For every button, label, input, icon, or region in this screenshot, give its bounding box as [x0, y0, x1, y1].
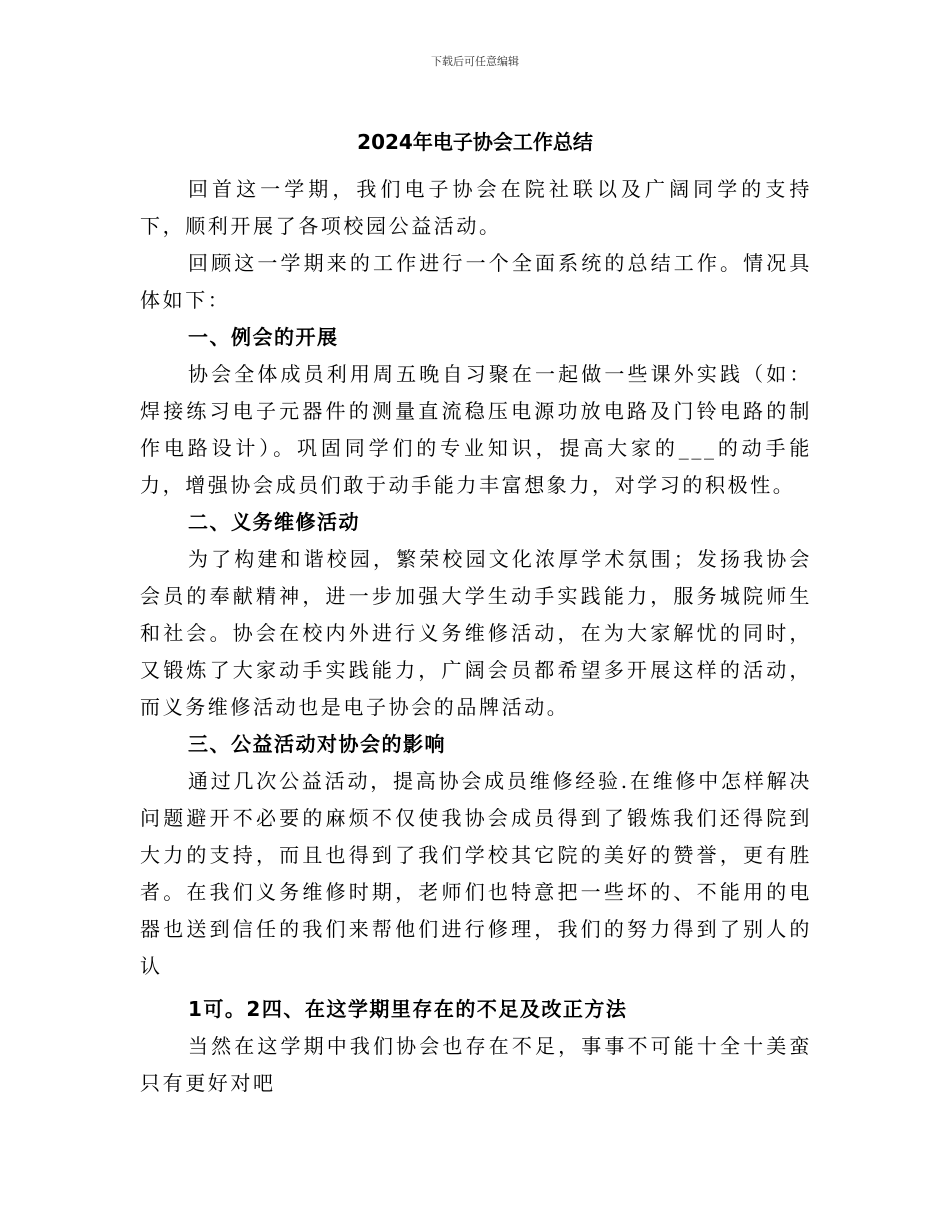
section-3-heading: 三、公益活动对协会的影响 — [188, 732, 446, 756]
section-2-heading: 二、义务维修活动 — [188, 510, 360, 534]
document-title: 2024年电子协会工作总结 — [357, 130, 593, 154]
intro-paragraph-2: 回顾这一学期来的工作进行一个全面系统的总结工作。情况具体如下： — [140, 251, 812, 312]
document-body — [140, 171, 812, 1102]
section-4-paragraph: 当然在这学期中我们协会也存在不足，事事不可能十全十美蛮只有更好对吧 — [140, 1034, 812, 1095]
section-2-paragraph: 为了构建和谐校园，繁荣校园文化浓厚学术氛围；发扬我协会会员的奉献精神，进一步加强大学生动手实践能力，服务城院师生和社会。协会在校内外进行义务维修活动，在为大家解忧的同时，又锻炼了大家动手实践能力，广阔会员都希望多开展这样的活动，而义务维修活动也是电子协会的品牌活动。 — [140, 547, 812, 719]
header-note: 下载后可任意编辑 — [431, 55, 519, 68]
intro-paragraph-1: 回首这一学期，我们电子协会在院社联以及广阔同学的支持下，顺利开展了各项校园公益活动。 — [140, 177, 812, 238]
section-1-paragraph: 协会全体成员利用周五晚自习聚在一起做一些课外实践（如：焊接练习电子元器件的测量直流稳压电源功放电路及门铃电路的制作电路设计）。巩固同学们的专业知识，提高大家的___的动手能力，增强协会成员们敢于动手能力丰富想象力，对学习的积极性。 — [140, 362, 812, 497]
section-1-heading: 一、例会的开展 — [188, 325, 339, 349]
section-4-heading: 1可。2四、在这学期里存在的不足及改正方法 — [188, 997, 628, 1021]
section-3-paragraph: 通过几次公益活动，提高协会成员维修经验.在维修中怎样解决问题避开不必要的麻烦不仅使我协会成员得到了锻炼我们还得院到大力的支持，而且也得到了我们学校其它院的美好的赞誉，更有胜者。在我们义务维修时期，老师们也特意把一些坏的、不能用的电器也送到信任的我们来帮他们进行修理，我们的努力得到了别人的认 — [140, 769, 812, 978]
